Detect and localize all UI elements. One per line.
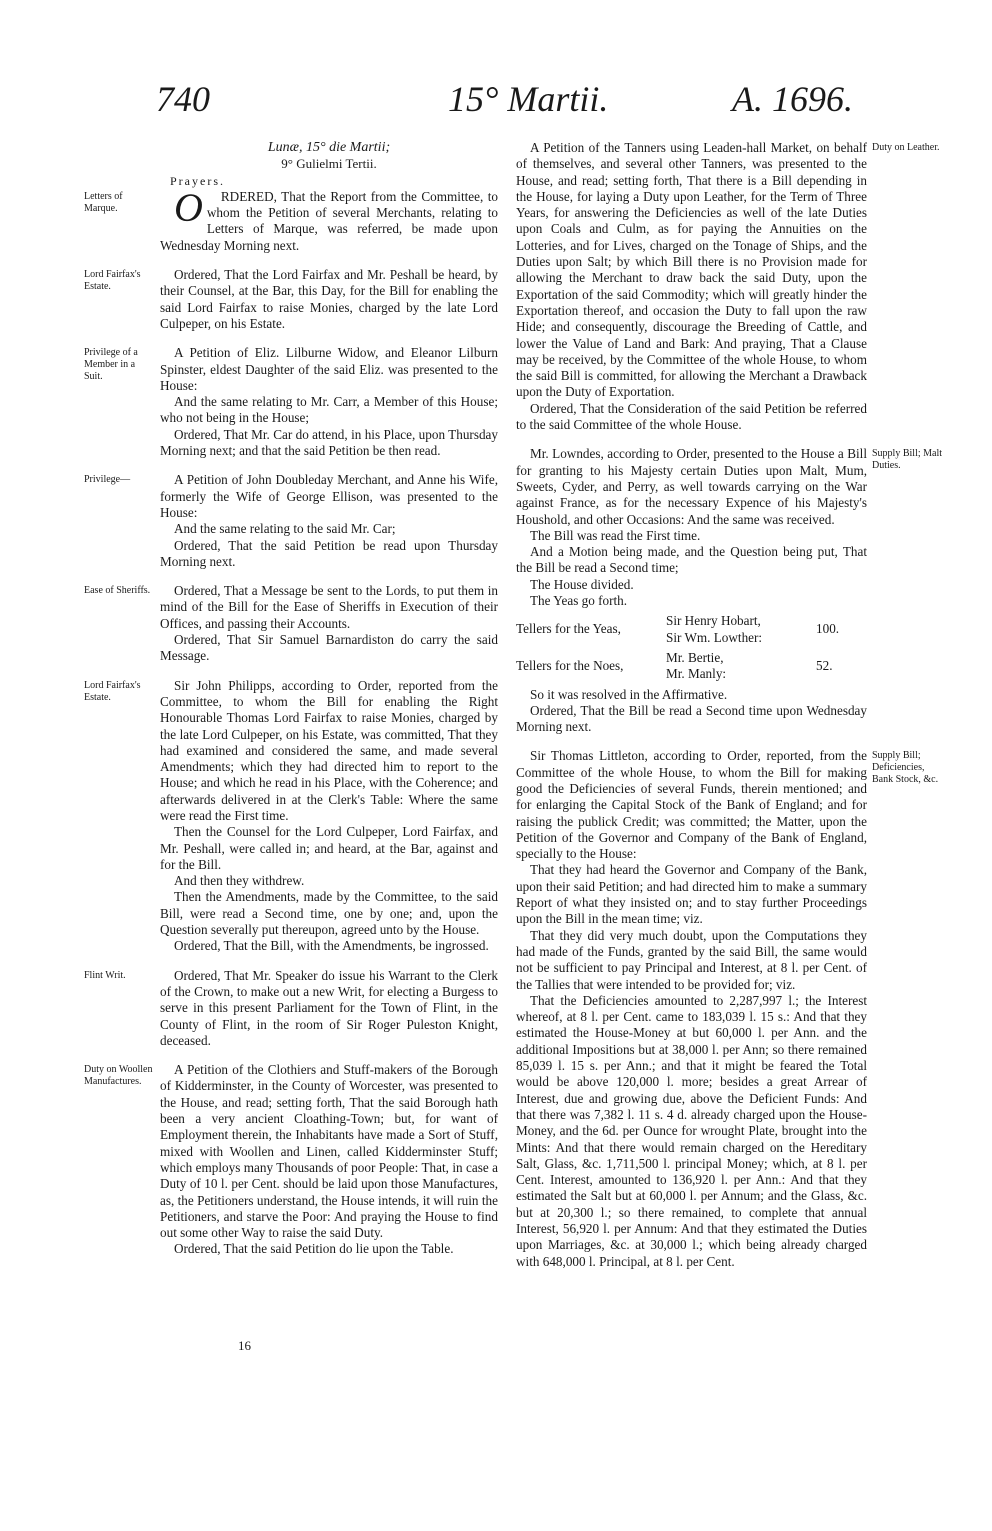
entry-text: Ordered, That Mr. Speaker do issue his Warrant to the Clerk of the Crown, to make out a new Writ, for electing a Burgess to serve in this present Parliament for the Town of Flint, in the County of Flint, in the room of Sir Roger Puleston Knight, deceased.	[160, 967, 498, 1048]
entry-text: That they had heard the Governor and Company of the Bank, upon their said Petition; and had directed him to make a summary Report of what they insisted on; and to stay further Proceedings upon the Bill in the mean time; viz.	[516, 862, 867, 927]
margin-note: Lord Fairfax's Estate.	[84, 269, 141, 293]
entry-text: Ordered, That the Bill be read a Second time upon Wednesday Morning next.	[516, 702, 867, 735]
margin-note: Flint Writ.	[84, 969, 126, 981]
entry-deficiencies-report	[516, 748, 939, 1270]
entry-text: A Petition of Eliz. Lilburne Widow, and Eleanor Lilburn Spinster, eldest Daughter of the said Eliz. was presented to the House:	[160, 345, 498, 393]
teller-name: Mr. Manly:	[666, 666, 727, 682]
entry-fairfax-counsel	[84, 267, 498, 332]
entry-text: RDERED, That the Report from the Committee, to whom the Petition of several Merchants, relating to Letters of Marque, was referred, be made upon Wednesday Morning next.	[160, 188, 498, 253]
drop-cap-o: O	[174, 184, 203, 230]
left-column	[84, 140, 498, 1271]
page-number: 740	[156, 79, 210, 119]
entry-text: A Petition of John Doubleday Merchant, and Anne his Wife, formerly the Wife of George Ellison, was presented to the House:	[160, 472, 498, 520]
tellers-noes-count: 52.	[816, 658, 833, 674]
entry-text: And the same relating to the said Mr. Car;	[174, 521, 396, 537]
teller-name: Sir Henry Hobart,	[666, 613, 761, 629]
entry-kidderminster	[84, 1062, 498, 1258]
entry-text: So it was resolved in the Affirmative.	[530, 686, 728, 702]
entry-text: Sir Thomas Littleton, according to Order, reported, from the Committee of the whole House, to whom the Bill for making good the Deficiencies of several Funds, therein mentioned; and for enlarging the Capital Stock of the Bank of England; and for raising the publick Credit; was committed; the Matter, upon the Petition of the Governor and Company of the Bank of England, specially to the House:	[516, 748, 867, 862]
entry-text: That they did very much doubt, upon the Computations they had made of the Funds, granted by the said Bill, the same would not be sufficient to pay Principal and Interest, at 8 l. per Cent. of the Tallies that were intended to be provided for; viz.	[516, 927, 867, 992]
tellers-yeas-label: Tellers for the Yeas,	[516, 621, 621, 637]
tellers-yeas-count: 100.	[816, 621, 840, 637]
entry-text: Then the Counsel for the Lord Culpeper, Lord Fairfax, and Mr. Peshall, were called in; and heard, at the Bar, against and for the Bill.	[160, 824, 498, 872]
margin-note: Ease of Sheriffs.	[84, 585, 151, 597]
entry-text: Then the Amendments, made by the Committee, to the said Bill, were read a Second time, one by one; and, upon the Question severally put thereupon, agreed unto by the House.	[160, 889, 498, 938]
tellers-noes	[516, 650, 867, 683]
entry-text: Sir John Philipps, according to Order, reported from the Committee, to whom the Bill for enabling the Right Honourable Thomas Lord Fairfax to raise Monies, charged by the late Lord Culpeper, on his Estate, was committed, That they had examined and considered the same, and made several Amendments; which they had directed him to report to the House; and which he read in his Place, with the Coherence; and afterwards delivered in at the Clerk's Table: Where the same were read the First time.	[160, 677, 498, 823]
entry-text: Mr. Lowndes, according to Order, presented to the House a Bill for granting to his Majesty certain Duties upon Malt, Mum, Sweets, Cyder, and Perry, as well towards carrying on the War against France, as for the necessary Expence of his Majesty's Houshold, and other Occasions: And the same was received.	[516, 446, 867, 527]
teller-name: Mr. Bertie,	[666, 649, 724, 665]
entry-text: Ordered, That the Consideration of the said Petition be referred to the said Committee of the whole House.	[516, 400, 867, 433]
entry-letters-of-marque	[84, 184, 498, 254]
entry-tanners	[516, 140, 940, 433]
page-header	[0, 78, 992, 126]
margin-note: Letters of Marque.	[84, 190, 123, 214]
entry-malt-bill	[516, 446, 943, 735]
margin-note: Supply Bill; Deficiencies, Bank Stock, &c.	[872, 750, 939, 786]
margin-note: Privilege of a Member in a Suit.	[84, 347, 138, 383]
entry-text: That the Deficiencies amounted to 2,287,997 l.; the Interest whereof, at 8 l. per Cent. came to 183,039 l. 15 s.: And that they estimated the House-Money at but 60,000 l. per Ann. and the additional Impositions but at 38,000 l. per Ann; so there remained 85,039 l. 15 s. per Ann.; and that it might be feared the Total would be above 120,000 l. more; besides a great Arrear of Interest, due and growing due, above the Deficient Funds: And that there was 7,382 l. 11 s. 4 d. already charged upon the House-Money, and the 6d. per Ounce for wrought Plate, brought into the Mints: And that there would remain charged on the Hereditary Salt, Glass, &c. 1,711,500 l. principal Money; which, at 8 l. per Cent. Interest, amounted to 136,920 l. per Ann.: And that they estimated the Salt but at 60,000 l. per Annum; and the Glass, &c. but at 20,300 l.; so there remained, to complete that annual Interest, 56,920 l. per Annum: And that they estimated the Duties upon Marriages, &c. at 30,000 l.; which being already charged with 648,000 l. Principal, at 8 l. per Cent.	[516, 992, 867, 1269]
tellers-noes-label: Tellers for the Noes,	[516, 658, 624, 674]
entry-text: And the same relating to Mr. Carr, a Member of this House; who not being in the House;	[160, 394, 498, 426]
margin-note: Duty on Leather.	[872, 142, 940, 153]
entry-text: Ordered, That the Lord Fairfax and Mr. Peshall be heard, by their Counsel, at the Bar, this Day, for the Bill for enabling the said Lord Fairfax to raise Monies, charged by the late Lord Culpeper, on his Estate.	[160, 267, 498, 331]
entry-text: The Bill was read the First time.	[530, 527, 701, 543]
running-date: 15° Martii.	[448, 79, 609, 119]
entry-text: And then they withdrew.	[174, 873, 305, 889]
entry-sheriffs	[84, 583, 498, 664]
entry-text: A Petition of the Tanners using Leaden-hall Market, on behalf of themselves, and several other Tanners, was presented to the House, and read; setting forth, That there is a Bill depending in the House, for laying a Duty upon Leather, for the Term of Three Years, for answering the Deficiencies as well of the late Duties upon Coals and Culm, as for paying the Annuities on the Lotteries, and for Lives, charged on the Tonage of Ships, and the Duties upon Salt; by which Bill there is no Provision made for allowing the Merchant to draw back the said Duty, upon the Exportation of the said Commodity; which will greatly hinder the Exportation thereof, and occasion the Duty to fall upon the raw Hide; and consequently, discourage the Breeding of Cattle, and lower the Value of Land and Bark: And praying, That a Clause may be received, by the Committee of the whole House, to whom the said Bill is committed, for allowing the Merchant a Drawback upon the Duty of Exportation.	[516, 140, 867, 400]
entry-text: Ordered, That the said Petition be read upon Thursday Morning next.	[160, 537, 498, 569]
entry-fairfax-report	[84, 677, 498, 955]
entry-flint-writ	[84, 967, 498, 1049]
entry-text: The Yeas go forth.	[530, 593, 628, 609]
margin-note: Privilege—	[84, 474, 131, 486]
entry-text: Ordered, That a Message be sent to the Lords, to put them in mind of the Bill for the Ease of Sheriffs in Execution of their Offices, and passing their Accounts.	[160, 583, 498, 631]
entry-text: The House divided.	[530, 576, 634, 592]
entry-text: Ordered, That Sir Samuel Barnardiston do carry the said Message.	[160, 632, 498, 664]
entry-text: Ordered, That the Bill, with the Amendments, be ingrossed.	[174, 938, 489, 954]
teller-name: Sir Wm. Lowther:	[666, 629, 763, 645]
entry-text: Ordered, That Mr. Car do attend, in his Place, upon Thursday Morning next; and that the said Petition be then read.	[160, 426, 498, 459]
running-year: A. 1696.	[732, 79, 853, 119]
margin-note: Duty on Woollen Manufactures.	[84, 1064, 153, 1088]
margin-note: Supply Bill; Malt Duties.	[872, 448, 943, 472]
entry-text: A Petition of the Clothiers and Stuff-makers of the Borough of Kidderminster, in the County of Worcester, was presented to the House, and read; setting forth, That the said Borough hath been a very ancient Cloathing-Town; but, for want of Employment therein, the Inhabitants have made a Sort of Stuff, mixed with Woollen and Linen, called Kidderminster Stuff; which employs many Thousands of poor People: That, in case a Duty of 10 l. per Cent. should be laid upon those Manufactures, as, the Petitioners understand, the House intends, it will ruin the Petitioners, and starve the Poor: And praying the House to find out some other Way to raise the said Duty.	[160, 1062, 498, 1241]
sitting-heading: Lunæ, 15° die Martii;	[267, 140, 391, 155]
margin-note: Lord Fairfax's Estate.	[84, 679, 141, 703]
tellers-yeas	[516, 613, 867, 646]
signature-mark: 16	[238, 1338, 251, 1353]
entry-text: And a Motion being made, and the Question being put, That the Bill be read a Second time;	[516, 544, 867, 576]
prayers-heading: Prayers.	[170, 173, 225, 188]
tellers-yeas-names	[666, 613, 816, 646]
entry-text: Ordered, That the said Petition do lie upon the Table.	[174, 1241, 454, 1257]
entry-lilburne-petition	[84, 345, 498, 459]
tellers-noes-names	[666, 650, 816, 683]
entry-doubleday-petition	[84, 472, 498, 570]
right-column	[516, 140, 943, 1283]
reign-heading: 9° Gulielmi Tertii.	[281, 156, 377, 172]
